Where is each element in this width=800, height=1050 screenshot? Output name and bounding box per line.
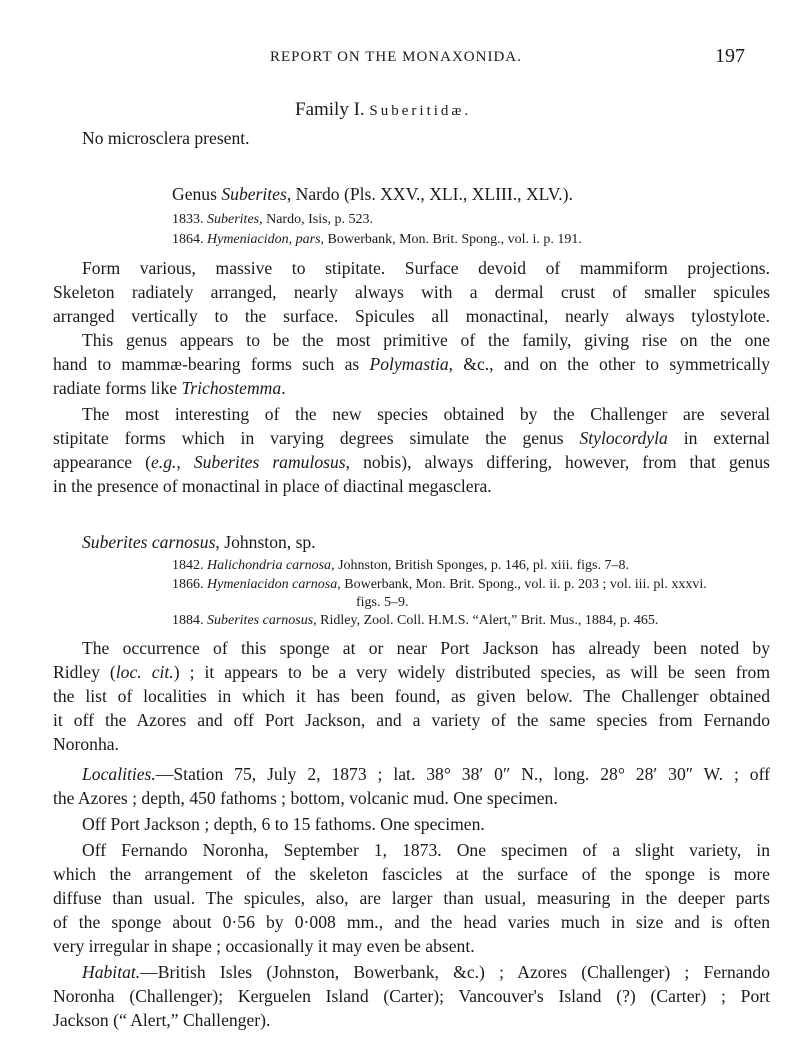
species-para-line: Noronha. (53, 734, 119, 754)
genus-rest: , Nardo (Pls. XXV., XLI., XLIII., XLV.). (286, 184, 573, 204)
habitat-line (82, 962, 770, 983)
text-run: appearance ( (53, 452, 151, 472)
text-run: stipitate forms which in varying degrees simulate the genus (53, 428, 580, 448)
species-name: Suberites carnosus (82, 532, 216, 552)
taxon-name: e.g., Suberites ramulosus (151, 452, 346, 472)
text-run: , &c., and on the other to symmetrically (448, 354, 770, 374)
text-run: —Station 75, July 2, 1873 ; lat. 38° 38′ 0″ N., long. 28° 28′ 30″ W. ; off (155, 764, 770, 784)
port-jackson-line: Off Port Jackson ; depth, 6 to 15 fathoms. One specimen. (82, 814, 485, 834)
synonym-rest: , Nardo, Isis, p. 523. (259, 212, 374, 227)
genus-description-line: arranged vertically to the surface. Spicules all monactinal, nearly always tylostylote. (53, 306, 770, 326)
family-heading (295, 99, 471, 121)
habitat-line: Noronha (Challenger); Kerguelen Island (Carter); Vancouver's Island (?) (Carter) ; Port (53, 986, 770, 1006)
fernando-line: of the sponge about 0·56 by 0·008 mm., and the head varies much in size and is often (53, 912, 770, 932)
genus-synonym (172, 212, 373, 228)
synonym-rest: , Bowerbank, Mon. Brit. Spong., vol. ii. p. 203 ; vol. iii. pl. xxxvi. (337, 577, 707, 592)
text-run: ) ; it appears to be a very widely distributed species, as will be seen from (173, 662, 771, 682)
family-name: Suberitidæ. (369, 103, 472, 119)
species-para-line: the list of localities in which it has been found, as given below. The Challenger obtained (53, 686, 770, 706)
genus-description-line: Skeleton radiately arranged, nearly always with a dermal crust of smaller spicules (53, 282, 770, 302)
genus-description-line: Form various, massive to stipitate. Surface devoid of mammiform projections. (82, 258, 770, 278)
text-run: Ridley ( (53, 662, 116, 682)
synonym-rest: , Bowerbank, Mon. Brit. Spong., vol. i. p. 191. (320, 232, 582, 247)
species-synonym (356, 595, 409, 611)
synonym-rest: , Johnston, British Sponges, p. 146, pl. xiii. figs. 7–8. (331, 558, 629, 573)
text-run: —British Isles (Johnston, Bowerbank, &c.) ; Azores (Challenger) ; Fernando (140, 962, 770, 982)
genus-para2-line (53, 354, 770, 375)
synonym-year: 1842. (172, 558, 207, 573)
species-rest: , Johnston, sp. (215, 532, 316, 552)
running-header: REPORT ON THE MONAXONIDA. (270, 49, 522, 65)
page-number: 197 (715, 45, 745, 67)
family-prefix: Family I. (295, 99, 370, 120)
taxon-name: Polymastia (369, 354, 449, 374)
species-synonym (172, 558, 629, 574)
synonym-year: 1864. (172, 232, 207, 247)
text-run: . (281, 378, 286, 398)
habitat-label: Habitat. (82, 962, 141, 982)
fernando-line: Off Fernando Noronha, September 1, 1873. One specimen of a slight variety, in (82, 840, 770, 860)
localities-label: Localities. (82, 764, 156, 784)
synonym-name: Halichondria carnosa (207, 558, 332, 573)
genus-para3-line: in the presence of monactinal in place of diactinal megasclera. (53, 476, 492, 496)
genus-para2-line: This genus appears to be the most primitive of the family, giving rise on the one (82, 330, 770, 350)
habitat-line: Jackson (“ Alert,” Challenger). (53, 1010, 271, 1030)
text-run: hand to mammæ-bearing forms such as (53, 354, 370, 374)
species-synonym (172, 613, 658, 629)
synonym-name: Hymeniacidon, pars (207, 232, 321, 247)
species-para-line (53, 662, 770, 683)
genus-para3-line: The most interesting of the new species obtained by the Challenger are several (82, 404, 770, 424)
synonym-year: 1833. (172, 212, 207, 227)
species-para-line: The occurrence of this sponge at or near Port Jackson has already been noted by (82, 638, 770, 658)
synonym-name: Hymeniacidon carnosa (207, 577, 338, 592)
fernando-line: diffuse than usual. The spicules, also, are larger than usual, measuring in the deeper parts (53, 888, 770, 908)
family-note: No microsclera present. (82, 128, 250, 148)
genus-para3-line (53, 428, 770, 449)
text-run: in external (667, 428, 770, 448)
fernando-line: which the arrangement of the skeleton fascicles at the surface of the sponge is more (53, 864, 770, 884)
taxon-name: Trichostemma (181, 378, 282, 398)
synonym-name: Suberites carnosus (207, 613, 314, 628)
species-para-line: it off the Azores and off Port Jackson, and a variety of the same species from Fernando (53, 710, 770, 730)
synonym-year: 1866. (172, 577, 207, 592)
taxon-name: Stylocordyla (579, 428, 668, 448)
localities-line (82, 764, 770, 785)
genus-label: Genus (172, 184, 222, 204)
species-synonym (172, 577, 707, 593)
synonym-rest: figs. 5–9. (356, 595, 409, 610)
citation: loc. cit. (115, 662, 174, 682)
synonym-year: 1884. (172, 613, 207, 628)
text-run: radiate forms like (53, 378, 182, 398)
species-heading (82, 532, 316, 553)
synonym-name: Suberites (207, 212, 260, 227)
synonym-rest: , Ridley, Zool. Coll. H.M.S. “Alert,” Brit. Mus., 1884, p. 465. (313, 613, 659, 628)
genus-para3-line (53, 452, 770, 473)
genus-heading (172, 184, 573, 205)
genus-name: Suberites (221, 184, 287, 204)
fernando-line: very irregular in shape ; occasionally it may even be absent. (53, 936, 475, 956)
genus-para2-line (53, 378, 286, 399)
genus-synonym (172, 232, 582, 248)
localities-line: the Azores ; depth, 450 fathoms ; bottom, volcanic mud. One specimen. (53, 788, 558, 808)
text-run: , nobis), always differing, however, from that genus (345, 452, 770, 472)
